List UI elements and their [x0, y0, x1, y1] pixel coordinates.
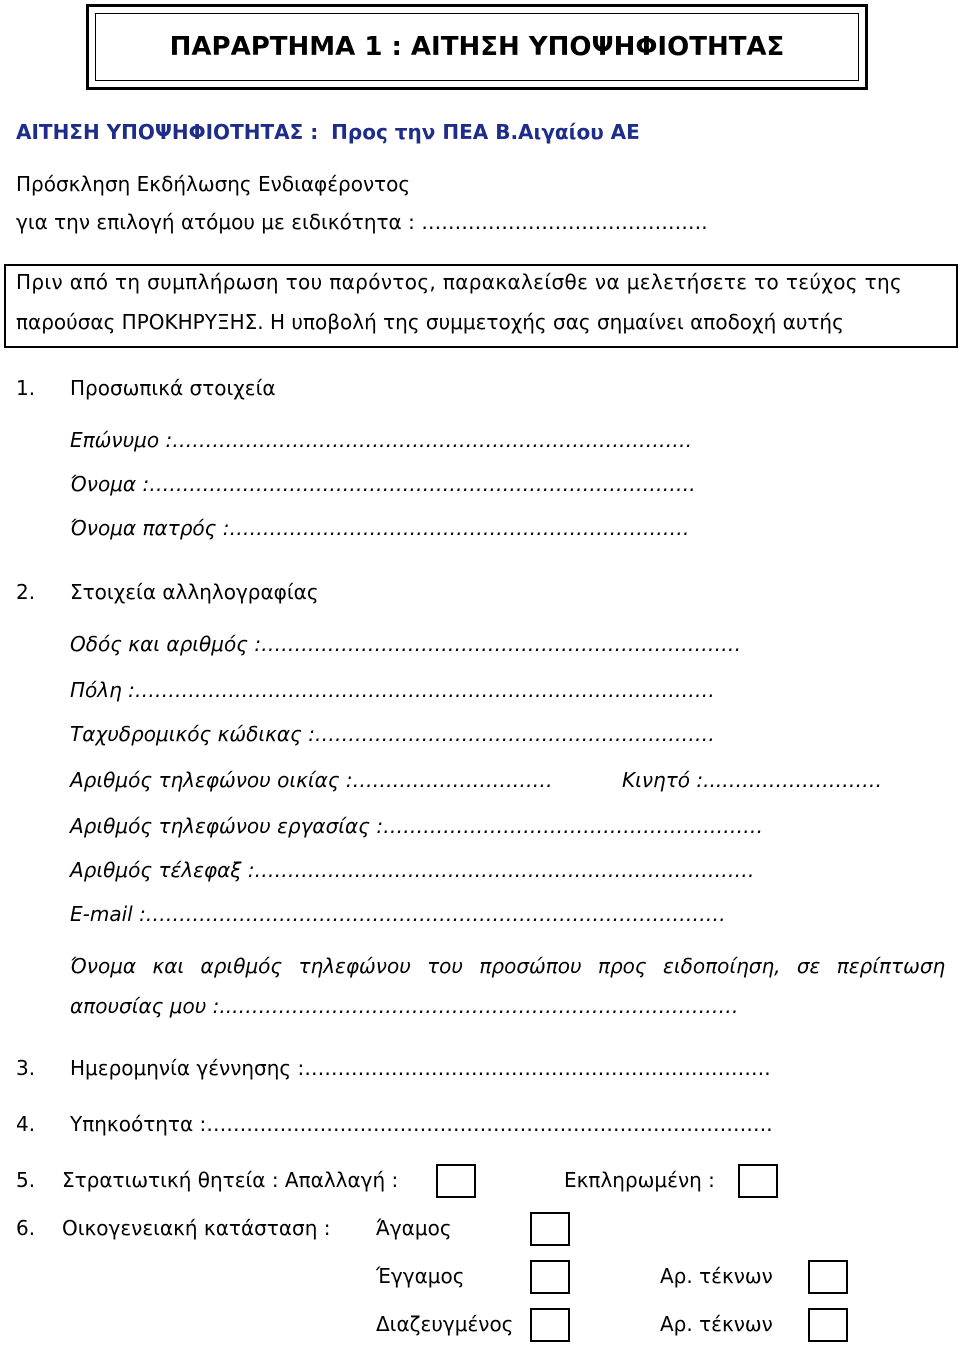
section4-number: 4. [16, 1112, 36, 1136]
section3-number: 3. [16, 1056, 36, 1080]
father-name-field[interactable]: Όνομα πατρός :…………………………………………………………… [70, 516, 690, 540]
street-field[interactable]: Οδός και αριθμός :……………………………………………………………… [70, 632, 742, 656]
birth-date-field[interactable]: Ημερομηνία γέννησης :……………………………………………………………. [70, 1056, 771, 1080]
home-phone-field[interactable]: Αριθμός τηλεφώνου οικίας :………………………… [70, 768, 553, 792]
surname-field[interactable]: Επώνυμο :…………………………………………………………………… [70, 428, 693, 452]
heading-recipient: Προς την ΠΕΑ Β.Αιγαίου ΑΕ [331, 120, 640, 144]
notice-line2: παρούσας ΠΡΟΚΗΡΥΞΗΣ. Η υποβολή της συμμετοχής σας σημαίνει αποδοχή αυτής [16, 310, 844, 334]
married-checkbox[interactable] [530, 1260, 570, 1294]
invitation-line2: για την επιλογή ατόμου με ειδικότητα : ……………………………………. [16, 210, 708, 234]
postal-code-field[interactable]: Ταχυδρομικός κώδικας :…………………………………………………… [70, 722, 715, 746]
contact-person-line1: Όνομα και αριθμός τηλεφώνου του προσώπου προς ειδοποίηση, σε περίπτωση [70, 954, 946, 978]
divorced-children-label: Αρ. τέκνων [660, 1312, 773, 1336]
page-title: ΠΑΡΑΡΤΗΜΑ 1 : ΑΙΤΗΣΗ ΥΠΟΨΗΦΙΟΤΗΤΑΣ [95, 13, 859, 81]
single-checkbox[interactable] [530, 1212, 570, 1246]
completed-label: Εκπληρωμένη : [564, 1168, 715, 1192]
military-service-label: Στρατιωτική θητεία : Απαλλαγή : [62, 1168, 399, 1192]
heading-label: ΑΙΤΗΣΗ ΥΠΟΨΗΦΙΟΤΗΤΑΣ : [16, 120, 319, 144]
email-field[interactable]: E-mail :…………………………………………………………………………… [70, 902, 726, 926]
notice-line1: Πριν από τη συμπλήρωση του παρόντος, παρακαλείσθε να μελετήσετε το τεύχος της [16, 270, 903, 294]
married-label: Έγγαμος [376, 1264, 465, 1288]
married-children-box[interactable] [808, 1260, 848, 1294]
section2-title: Στοιχεία αλληλογραφίας [70, 580, 319, 604]
section5-number: 5. [16, 1168, 36, 1192]
marital-status-label: Οικογενειακή κατάσταση : [62, 1216, 331, 1240]
divorced-children-box[interactable] [808, 1308, 848, 1342]
completed-checkbox[interactable] [738, 1164, 778, 1198]
section6-number: 6. [16, 1216, 36, 1240]
application-heading [16, 120, 640, 144]
title-box [86, 4, 868, 90]
section1-title: Προσωπικά στοιχεία [70, 376, 276, 400]
city-field[interactable]: Πόλη :…………………………………………………………………………… [70, 678, 715, 702]
divorced-label: Διαζευγμένος [376, 1312, 514, 1336]
exempt-checkbox[interactable] [436, 1164, 476, 1198]
single-label: Άγαμος [376, 1216, 452, 1240]
contact-person-field[interactable]: απουσίας μου :...………………………………………………………………… [70, 994, 739, 1018]
mobile-field[interactable]: Κινητό :...…………………… [622, 768, 883, 792]
work-phone-field[interactable]: Αριθμός τηλεφώνου εργασίας :………………………………………………… [70, 814, 764, 838]
divorced-checkbox[interactable] [530, 1308, 570, 1342]
section2-number: 2. [16, 580, 36, 604]
nationality-field[interactable]: Υπηκοότητα :…………………………………………………………………………. [70, 1112, 773, 1136]
name-field[interactable]: Όνομα :………………………………………………………………………. [70, 472, 696, 496]
fax-field[interactable]: Αριθμός τέλεφαξ :………………………………………………………………… [70, 858, 755, 882]
section1-number: 1. [16, 376, 36, 400]
invitation-line1: Πρόσκληση Εκδήλωσης Ενδιαφέροντος [16, 172, 411, 196]
married-children-label: Αρ. τέκνων [660, 1264, 773, 1288]
